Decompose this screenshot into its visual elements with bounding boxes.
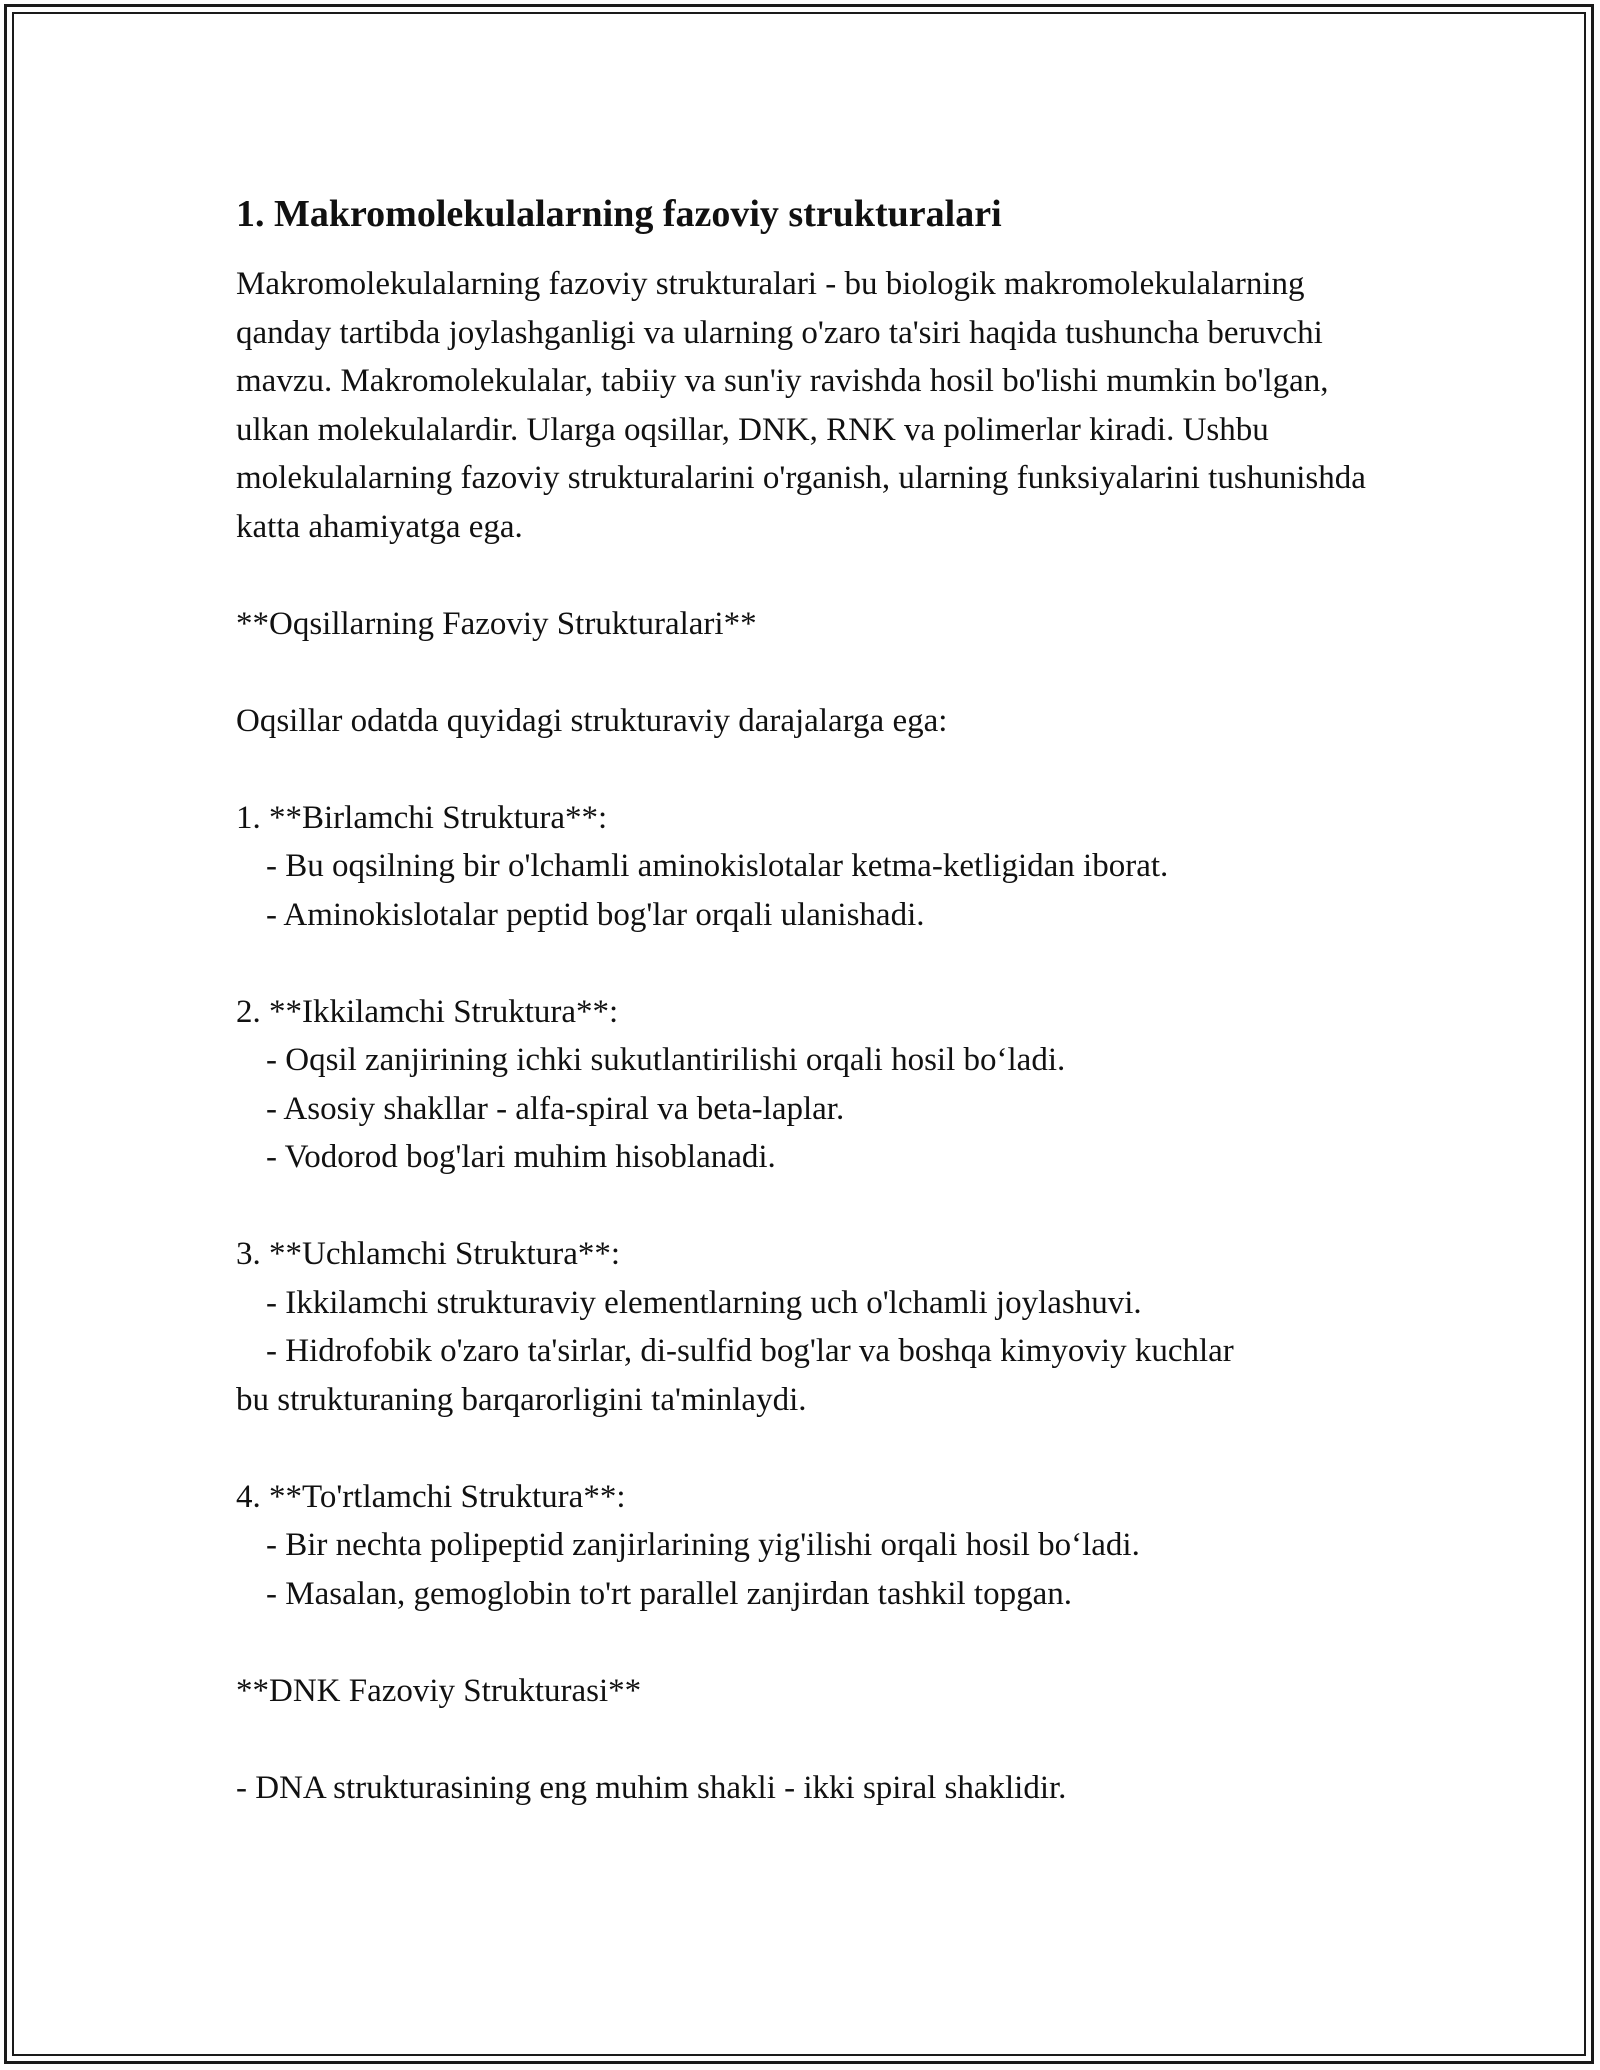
level-item: - Hidrofobik o'zaro ta'sirlar, di-sulfid bog'lar va boshqa kimyoviy kuchlar bbox=[266, 1333, 1234, 1369]
structure-level-2 bbox=[236, 988, 1366, 1182]
level-item: - Asosiy shakllar - alfa-spiral va beta-laplar. bbox=[266, 1090, 845, 1127]
document-body bbox=[236, 186, 1375, 1812]
level-heading: 2. **Ikkilamchi Struktura**: bbox=[236, 993, 619, 1030]
level-heading: 4. **To'rtlamchi Struktura**: bbox=[236, 1478, 626, 1515]
level-heading: 1. **Birlamchi Struktura**: bbox=[236, 799, 608, 836]
structure-level-4 bbox=[236, 1473, 1366, 1619]
level-item: - Bu oqsilning bir o'lchamli aminokislotalar ketma-ketligidan iborat. bbox=[266, 848, 1169, 884]
level-item: - Aminokislotalar peptid bog'lar orqali ulanishadi. bbox=[266, 896, 925, 933]
level-item: - Oqsil zanjirining ichki sukutlantirilishi orqali hosil bo‘ladi. bbox=[266, 1042, 1066, 1078]
level-item: - Masalan, gemoglobin to'rt parallel zanjirdan tashkil topgan. bbox=[266, 1575, 1072, 1612]
dna-text: - DNA strukturasining eng muhim shakli - ikki spiral shaklidir. bbox=[236, 1769, 1067, 1806]
intro-paragraph: Makromolekulalarning fazoviy strukturalari - bu biologik makromolekulalarning qanday tartibda joylashganligi va ularning o'zaro ta'siri haqida tushuncha beruvchi mavzu. Makromolekulalar, tabiiy va sun'iy ravishda hosil bo'lishi mumkin bo'lgan, ulkan molekulalardir. Ularga oqsillar, DNK, RNK va polimerlar kiradi. Ushbu molekulalarning fazoviy strukturalarini o'rganish, ularning funksiyalarini tushunishda katta ahamiyatga ega. bbox=[236, 266, 1375, 545]
level-item: - Vodorod bog'lari muhim hisoblanadi. bbox=[266, 1139, 776, 1175]
document-title: 1. Makromolekulalarning fazoviy strukturalari bbox=[236, 193, 1002, 235]
level-heading: 3. **Uchlamchi Struktura**: bbox=[236, 1236, 621, 1272]
structure-level-1 bbox=[236, 794, 1366, 940]
protein-section-heading: **Oqsillarning Fazoviy Strukturalari** bbox=[236, 605, 757, 642]
level-item: - Bir nechta polipeptid zanjirlarining yig'ilishi orqali hosil bo‘ladi. bbox=[266, 1527, 1140, 1563]
level-item-continuation: bu strukturaning barqarorligini ta'minlaydi. bbox=[236, 1381, 807, 1418]
structure-level-3 bbox=[236, 1230, 1366, 1424]
protein-intro-text: Oqsillar odatda quyidagi strukturaviy darajalarga ega: bbox=[236, 702, 948, 739]
level-item: - Ikkilamchi strukturaviy elementlarning uch o'lchamli joylashuvi. bbox=[266, 1284, 1142, 1321]
dna-section-heading: **DNK Fazoviy Strukturasi** bbox=[236, 1672, 642, 1709]
